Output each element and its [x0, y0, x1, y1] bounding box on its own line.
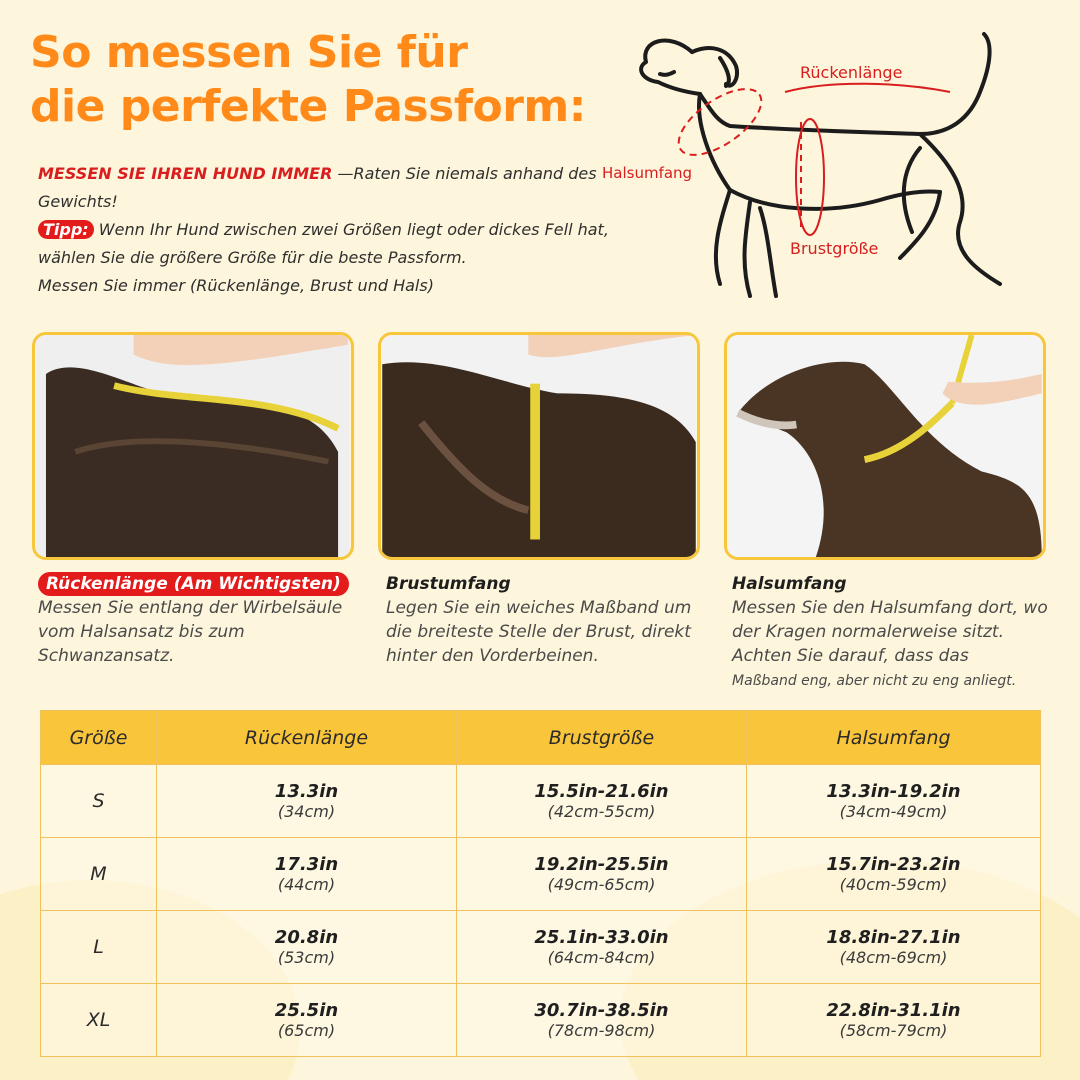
- value-in: 19.2in-25.5in: [534, 854, 669, 875]
- dog-measurement-diagram: [600, 22, 1050, 312]
- neck-cell: [747, 984, 1041, 1057]
- value-cm: (44cm): [277, 875, 336, 894]
- section-back-length: [38, 572, 378, 668]
- neck-cell: [747, 911, 1041, 984]
- tip-text: Wenn Ihr Hund zwischen zwei Größen liegt oder dickes Fell hat, wählen Sie die größere Größe für die beste Passform.: [38, 220, 609, 267]
- back-length-line: [785, 84, 950, 92]
- diagram-neck-label: Halsumfang: [602, 164, 693, 182]
- value-cm: (42cm-55cm): [547, 802, 656, 821]
- measure-line: Messen Sie immer (Rückenlänge, Brust und Hals): [38, 276, 434, 295]
- chest-cell: [457, 838, 747, 911]
- chest-cell: [457, 984, 747, 1057]
- value-cm: (34cm-49cm): [839, 802, 948, 821]
- value-cm: (48cm-69cm): [839, 948, 948, 967]
- intro-lead: MESSEN SIE IHREN HUND IMMER: [38, 164, 333, 183]
- value-in: 17.3in: [274, 854, 339, 875]
- chest-cell: [457, 911, 747, 984]
- header-size: Größe: [41, 711, 157, 765]
- neck-cell: [747, 838, 1041, 911]
- section-neck: [732, 572, 1072, 693]
- value-in: 15.7in-23.2in: [826, 854, 961, 875]
- size-cell: S: [41, 765, 157, 838]
- tip-badge: Tipp:: [38, 220, 94, 239]
- value-cm: (58cm-79cm): [839, 1021, 948, 1040]
- section-chest-text: Legen Sie ein weiches Maßband um die breiteste Stelle der Brust, direkt hinter den Vorderbeinen.: [386, 598, 692, 666]
- diagram-back-label: Rückenlänge: [800, 63, 903, 82]
- value-cm: (40cm-59cm): [839, 875, 948, 894]
- size-cell: XL: [41, 984, 157, 1057]
- photo-chest: [378, 332, 700, 560]
- section-back-length-text: Messen Sie entlang der Wirbelsäule vom Halsansatz bis zum Schwanzansatz.: [38, 598, 343, 666]
- value-in: 15.5in-21.6in: [534, 781, 669, 802]
- section-chest-title: Brustumfang: [386, 574, 511, 594]
- photo-neck: [724, 332, 1046, 560]
- value-cm: (78cm-98cm): [547, 1021, 656, 1040]
- value-in: 13.3in-19.2in: [826, 781, 961, 802]
- table-row: [41, 984, 1041, 1057]
- diagram-chest-label: Brustgröße: [790, 239, 879, 258]
- header-neck: Halsumfang: [747, 711, 1041, 765]
- size-table: [40, 710, 1041, 1057]
- neck-cell: [747, 765, 1041, 838]
- value-in: 18.8in-27.1in: [826, 927, 961, 948]
- section-back-length-title: Rückenlänge (Am Wichtigsten): [38, 572, 349, 596]
- value-in: 13.3in: [274, 781, 339, 802]
- back-length-cell: [157, 984, 457, 1057]
- value-in: 22.8in-31.1in: [826, 1000, 961, 1021]
- value-in: 20.8in: [274, 927, 339, 948]
- dog-back-photo-icon: [35, 335, 351, 557]
- section-neck-text: Messen Sie den Halsumfang dort, wo der Kragen normalerweise sitzt. Achten Sie darauf, dass das: [732, 598, 1048, 666]
- chest-cell: [457, 765, 747, 838]
- dog-chest-photo-icon: [381, 335, 697, 557]
- size-cell: L: [41, 911, 157, 984]
- size-cell: M: [41, 838, 157, 911]
- value-cm: (53cm): [277, 948, 336, 967]
- section-neck-text-small: Maßband eng, aber nicht zu eng anliegt.: [732, 673, 1017, 689]
- back-length-cell: [157, 911, 457, 984]
- page-title: [30, 26, 630, 134]
- photo-back-length: [32, 332, 354, 560]
- intro-text: [38, 160, 618, 300]
- table-row: [41, 765, 1041, 838]
- value-cm: (49cm-65cm): [547, 875, 656, 894]
- value-in: 25.1in-33.0in: [534, 927, 669, 948]
- value-cm: (34cm): [277, 802, 336, 821]
- section-chest: [386, 572, 726, 668]
- table-row: [41, 911, 1041, 984]
- table-row: [41, 838, 1041, 911]
- value-cm: (64cm-84cm): [547, 948, 656, 967]
- section-neck-title: Halsumfang: [732, 574, 847, 594]
- value-cm: (65cm): [277, 1021, 336, 1040]
- header-back-length: Rückenlänge: [157, 711, 457, 765]
- dog-neck-photo-icon: [727, 335, 1043, 557]
- intro-lead-rest: —Raten Sie niemals anhand des Gewichts!: [38, 164, 597, 211]
- header-chest: Brustgröße: [457, 711, 747, 765]
- table-header-row: [41, 711, 1041, 765]
- value-in: 25.5in: [274, 1000, 339, 1021]
- back-length-cell: [157, 838, 457, 911]
- value-in: 30.7in-38.5in: [534, 1000, 669, 1021]
- title-line-2: die perfekte Passform:: [30, 81, 586, 132]
- back-length-cell: [157, 765, 457, 838]
- title-line-1: So messen Sie für: [30, 27, 468, 78]
